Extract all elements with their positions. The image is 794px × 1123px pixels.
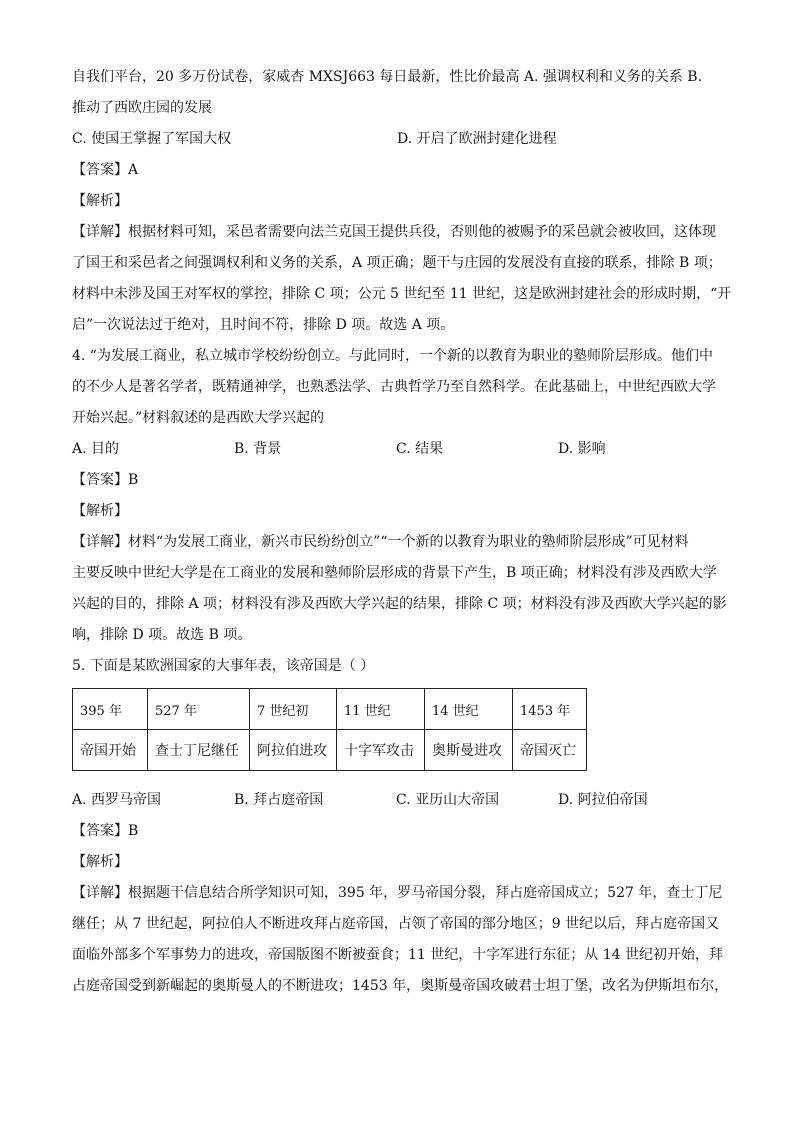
option-a: A. 目的 [72, 441, 120, 457]
table-cell: 查士丁尼继任 [148, 730, 250, 771]
table-cell: 帝国开始 [73, 730, 148, 771]
table-cell: 14 世纪 [425, 689, 513, 730]
analysis-label: 【解析】 [72, 503, 128, 519]
detail-line: 继任；从 7 世纪起，阿拉伯人不断进攻拜占庭帝国，占领了帝国的部分地区；9 世纪以后，拜占庭帝国又 [72, 916, 720, 932]
analysis-label: 【解析】 [72, 854, 128, 870]
table-cell: 十字军攻击 [337, 730, 425, 771]
table-cell: 11 世纪 [337, 689, 425, 730]
options-row [72, 434, 722, 465]
detail-line: 兴起的目的，排除 A 项；材料没有涉及西欧大学兴起的结果，排除 C 项；材料没有涉及西欧大学兴起的影 [72, 596, 727, 612]
option-c: C. 亚历山大帝国 [396, 792, 500, 808]
detail-line: 【详解】根据题干信息结合所学知识可知，395 年，罗马帝国分裂，拜占庭帝国成立；527 年，查士丁尼 [72, 885, 723, 901]
answer-label: 【答案】B [72, 823, 139, 839]
detail-line: 主要反映中世纪大学是在工商业的发展和塾师阶层形成的背景下产生，B 项正确；材料没有涉及西欧大学 [72, 565, 717, 581]
text-line: 推动了西欧庄园的发展 [72, 100, 212, 116]
answer-label: 【答案】A [72, 162, 139, 178]
option-b: B. 背景 [234, 441, 282, 457]
detail-line: 了国王和采邑者之间强调权利和义务的关系，A 项正确；题干与庄园的发展没有直接的联系，排除 B 项； [72, 255, 722, 271]
analysis-label: 【解析】 [72, 193, 128, 209]
detail-line: 【详解】材料“为发展工商业，新兴市民纷纷创立”“一个新的以教育为职业的塾师阶层形成”可见材料 [72, 534, 689, 550]
question-stem: 4. “为发展工商业，私立城市学校纷纷创立。与此同时，一个新的以教育为职业的塾师阶层形成。他们中 [72, 348, 713, 364]
detail-line: 【详解】根据材料可知，采邑者需要向法兰克国王提供兵役，否则他的被赐予的采邑就会被收回，这体现 [72, 224, 716, 240]
option-d: D. 阿拉伯帝国 [558, 792, 648, 808]
option-d: D. 影响 [558, 441, 606, 457]
question-stem: 的不少人是著名学者，既精通神学，也熟悉法学、古典哲学乃至自然科学。在此基础上，中世纪西欧大学 [72, 379, 716, 395]
table-cell: 1453 年 [513, 689, 587, 730]
table-cell: 7 世纪初 [250, 689, 337, 730]
detail-line: 启”一次说法过于绝对，且时间不符，排除 D 项。故选 A 项。 [72, 317, 455, 333]
table-cell: 527 年 [148, 689, 250, 730]
option-c: C. 使国王掌握了军国大权 [72, 131, 232, 147]
option-a: A. 西罗马帝国 [72, 792, 162, 808]
timeline-table [72, 688, 587, 771]
answer-label: 【答案】B [72, 472, 139, 488]
document-page [72, 62, 732, 1002]
table-cell: 395 年 [73, 689, 148, 730]
table-cell: 阿拉伯进攻 [250, 730, 337, 771]
detail-line: 材料中未涉及国王对军权的掌控，排除 C 项；公元 5 世纪至 11 世纪，这是欧洲封建社会的形成时期，“开 [72, 286, 732, 302]
options-row [72, 785, 722, 816]
option-c: C. 结果 [396, 441, 444, 457]
table-row [73, 689, 587, 730]
table-cell: 帝国灭亡 [513, 730, 587, 771]
detail-line: 占庭帝国受到新崛起的奥斯曼人的不断进攻；1453 年，奥斯曼帝国攻破君士坦丁堡，改名为伊斯坦布尔， [72, 978, 729, 994]
option-b: B. 拜占庭帝国 [234, 792, 324, 808]
table-cell: 奥斯曼进攻 [425, 730, 513, 771]
text-line: 自我们平台，20 多万份试卷，家威杏 MXSJ663 每日最新，性比价最高 A. 强调权利和义务的关系 B. [72, 69, 703, 85]
question-stem: 开始兴起。”材料叙述的是西欧大学兴起的 [72, 410, 325, 426]
question-stem: 5. 下面是某欧洲国家的大事年表，该帝国是（ ） [72, 658, 375, 674]
option-d: D. 开启了欧洲封建化进程 [397, 131, 557, 147]
detail-line: 面临外部多个军事势力的进攻，帝国版图不断被蚕食；11 世纪，十字军进行东征；从 14 世纪初开始，拜 [72, 947, 723, 963]
options-row [72, 124, 722, 155]
table-row [73, 730, 587, 771]
detail-line: 响，排除 D 项。故选 B 项。 [72, 627, 252, 643]
